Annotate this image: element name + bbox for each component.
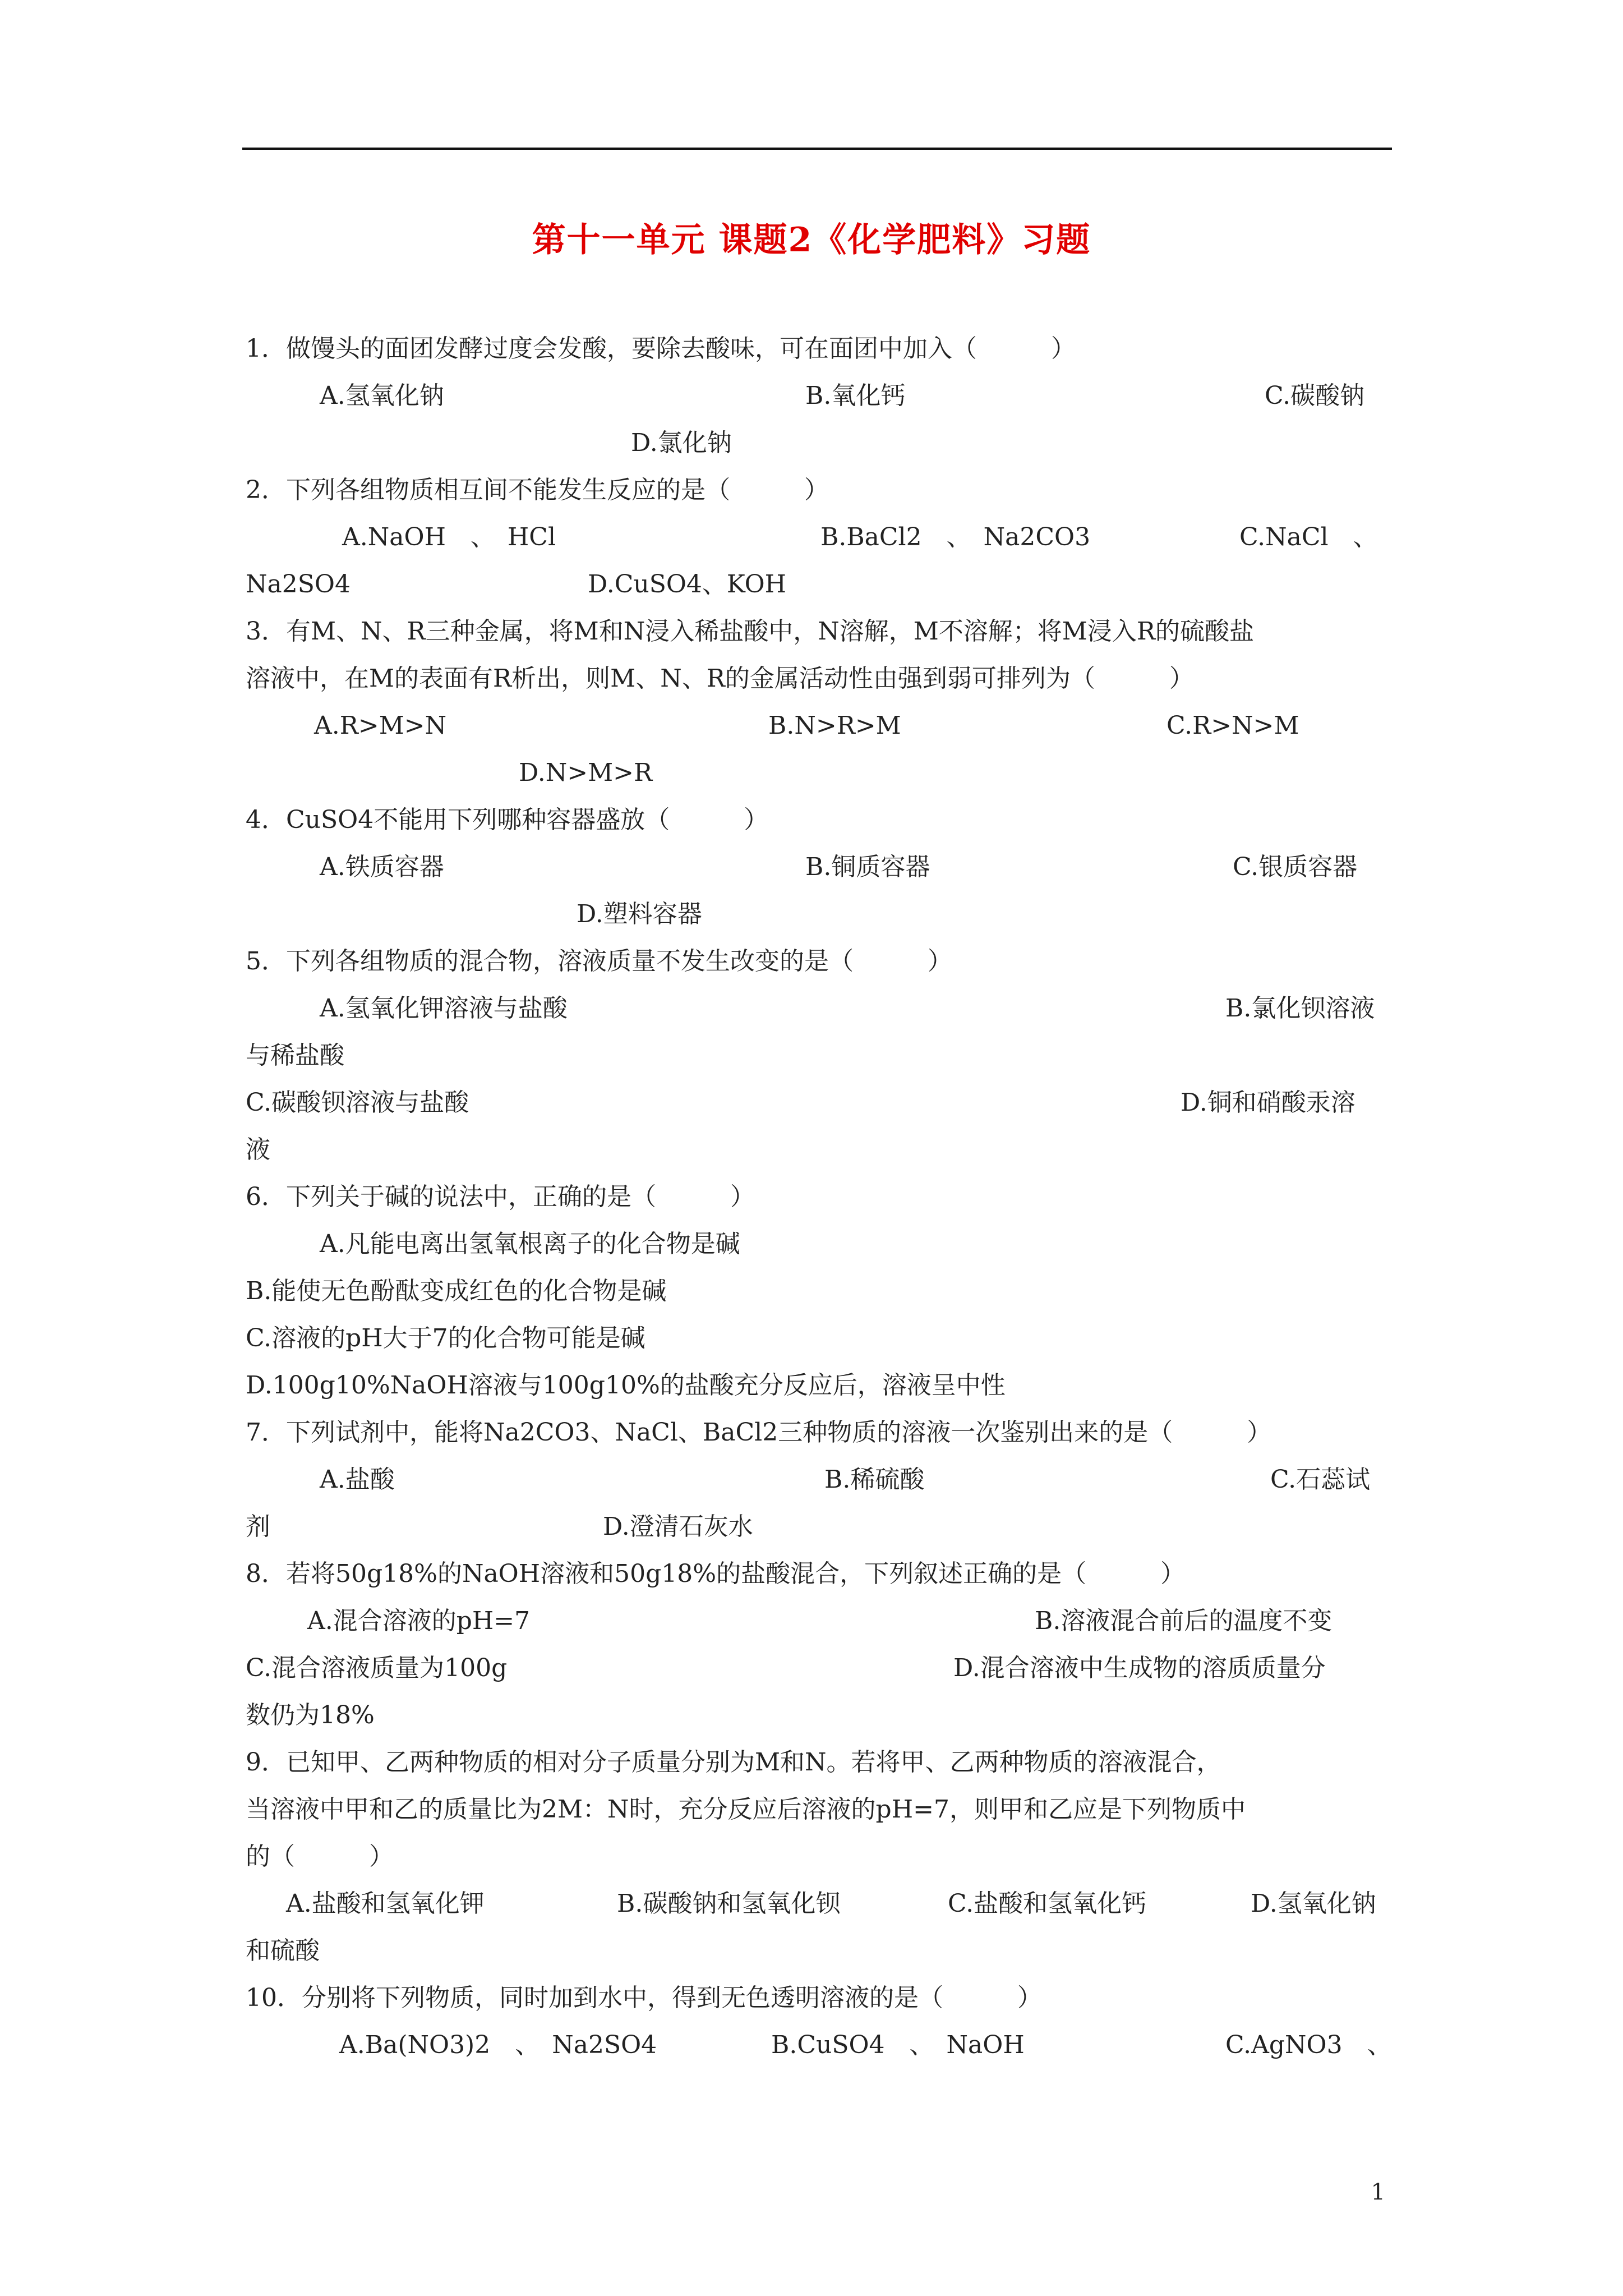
q3-option-b: B.N>R>M xyxy=(768,711,901,740)
q8-option-c: C.混合溶液质量为100g xyxy=(246,1654,508,1682)
question-1-stem: 1．做馒头的面团发酵过度会发酸，要除去酸味，可在面团中加入（ ） xyxy=(246,334,1076,363)
q1-option-b: B.氧化钙 xyxy=(805,381,906,410)
question-6-stem: 6．下列关于碱的说法中，正确的是（ ） xyxy=(246,1182,755,1211)
q7-option-b: B.稀硫酸 xyxy=(824,1465,925,1494)
q9-option-d: D.氢氧化钠 xyxy=(1251,1889,1376,1918)
q5-option-a: A.氢氧化钾溶液与盐酸 xyxy=(320,994,568,1023)
q2-option-d: D.CuSO4、KOH xyxy=(588,570,787,599)
q5-option-b-cont: 与稀盐酸 xyxy=(246,1041,344,1070)
question-2-stem: 2．下列各组物质相互间不能发生反应的是（ ） xyxy=(246,476,829,504)
page-title: 第十一单元 课题2《化学肥料》习题 xyxy=(532,220,1091,260)
q3-option-d: D.N>M>R xyxy=(519,758,653,787)
q7-option-a: A.盐酸 xyxy=(320,1465,395,1494)
question-8-stem: 8．若将50g18%的NaOH溶液和50g18%的盐酸混合，下列叙述正确的是（ ） xyxy=(246,1559,1186,1588)
q9-option-d-cont: 和硫酸 xyxy=(246,1936,320,1965)
q10-option-b: B.CuSO4 、 NaOH xyxy=(771,2031,1025,2059)
q6-option-c: C.溶液的pH大于7的化合物可能是碱 xyxy=(246,1324,645,1352)
q4-option-d: D.塑料容器 xyxy=(577,900,702,928)
q6-option-a: A.凡能电离出氢氧根离子的化合物是碱 xyxy=(320,1230,740,1258)
q10-option-a: A.Ba(NO3)2 、 Na2SO4 xyxy=(339,2031,657,2059)
q9-option-b: B.碳酸钠和氢氧化钡 xyxy=(617,1889,841,1918)
q5-option-c: C.碳酸钡溶液与盐酸 xyxy=(246,1088,469,1117)
header-rule xyxy=(242,148,1392,150)
q1-option-a: A.氢氧化钠 xyxy=(320,381,444,410)
q3-option-c: C.R>N>M xyxy=(1166,711,1299,740)
q7-option-c-cont: 剂 xyxy=(246,1512,270,1541)
q8-option-d-cont: 数仍为18% xyxy=(246,1701,375,1729)
q2-option-c: C.NaCl 、 xyxy=(1239,523,1378,551)
question-9-stem-line1: 9．已知甲、乙两种物质的相对分子质量分别为M和N。若将甲、乙两种物质的溶液混合， xyxy=(246,1748,1221,1777)
q8-option-b: B.溶液混合前后的温度不变 xyxy=(1035,1607,1332,1635)
q6-option-d: D.100g10%NaOH溶液与100g10%的盐酸充分反应后，溶液呈中性 xyxy=(246,1371,1006,1400)
q9-option-c: C.盐酸和氢氧化钙 xyxy=(948,1889,1147,1918)
q8-option-d: D.混合溶液中生成物的溶质质量分 xyxy=(953,1654,1326,1682)
q8-option-a: A.混合溶液的pH=7 xyxy=(307,1607,531,1635)
q4-option-a: A.铁质容器 xyxy=(320,853,444,881)
q5-option-b: B.氯化钡溶液 xyxy=(1225,994,1375,1023)
question-9-stem-line3: 的（ ） xyxy=(246,1842,394,1871)
question-4-stem: 4．CuSO4不能用下列哪种容器盛放（ ） xyxy=(246,806,769,834)
q5-option-d: D.铜和硝酸汞溶 xyxy=(1181,1088,1355,1117)
q3-option-a: A.R>M>N xyxy=(314,711,447,740)
q7-option-d: D.澄清石灰水 xyxy=(603,1512,753,1541)
q4-option-c: C.银质容器 xyxy=(1233,853,1358,881)
q4-option-b: B.铜质容器 xyxy=(805,853,930,881)
page-number: 1 xyxy=(1371,2179,1385,2205)
q2-option-a: A.NaOH 、 HCl xyxy=(342,523,556,551)
q1-option-d: D.氯化钠 xyxy=(631,429,732,457)
question-9-stem-line2: 当溶液中甲和乙的质量比为2M：N时，充分反应后溶液的pH=7，则甲和乙应是下列物质中 xyxy=(246,1795,1246,1824)
q10-option-c: C.AgNO3 、 xyxy=(1225,2031,1392,2059)
q9-option-a: A.盐酸和氢氧化钾 xyxy=(286,1889,485,1918)
question-3-stem-line2: 溶液中，在M的表面有R析出，则M、N、R的金属活动性由强到弱可排列为（ ） xyxy=(246,664,1194,693)
q1-option-c: C.碳酸钠 xyxy=(1265,381,1365,410)
q5-option-d-cont: 液 xyxy=(246,1135,270,1164)
question-7-stem: 7．下列试剂中，能将Na2CO3、NaCl、BaCl2三种物质的溶液一次鉴别出来的是（ ） xyxy=(246,1418,1272,1447)
q2-option-c-cont: Na2SO4 xyxy=(246,570,351,599)
question-10-stem: 10．分别将下列物质，同时加到水中，得到无色透明溶液的是（ ） xyxy=(246,1984,1042,2012)
q7-option-c: C.石蕊试 xyxy=(1270,1465,1371,1494)
question-5-stem: 5．下列各组物质的混合物，溶液质量不发生改变的是（ ） xyxy=(246,947,952,976)
q6-option-b: B.能使无色酚酞变成红色的化合物是碱 xyxy=(246,1277,667,1305)
question-3-stem-line1: 3．有M、N、R三种金属，将M和N浸入稀盐酸中，N溶解，M不溶解；将M浸入R的硫酸盐 xyxy=(246,617,1254,646)
q2-option-b: B.BaCl2 、 Na2CO3 xyxy=(820,523,1091,551)
